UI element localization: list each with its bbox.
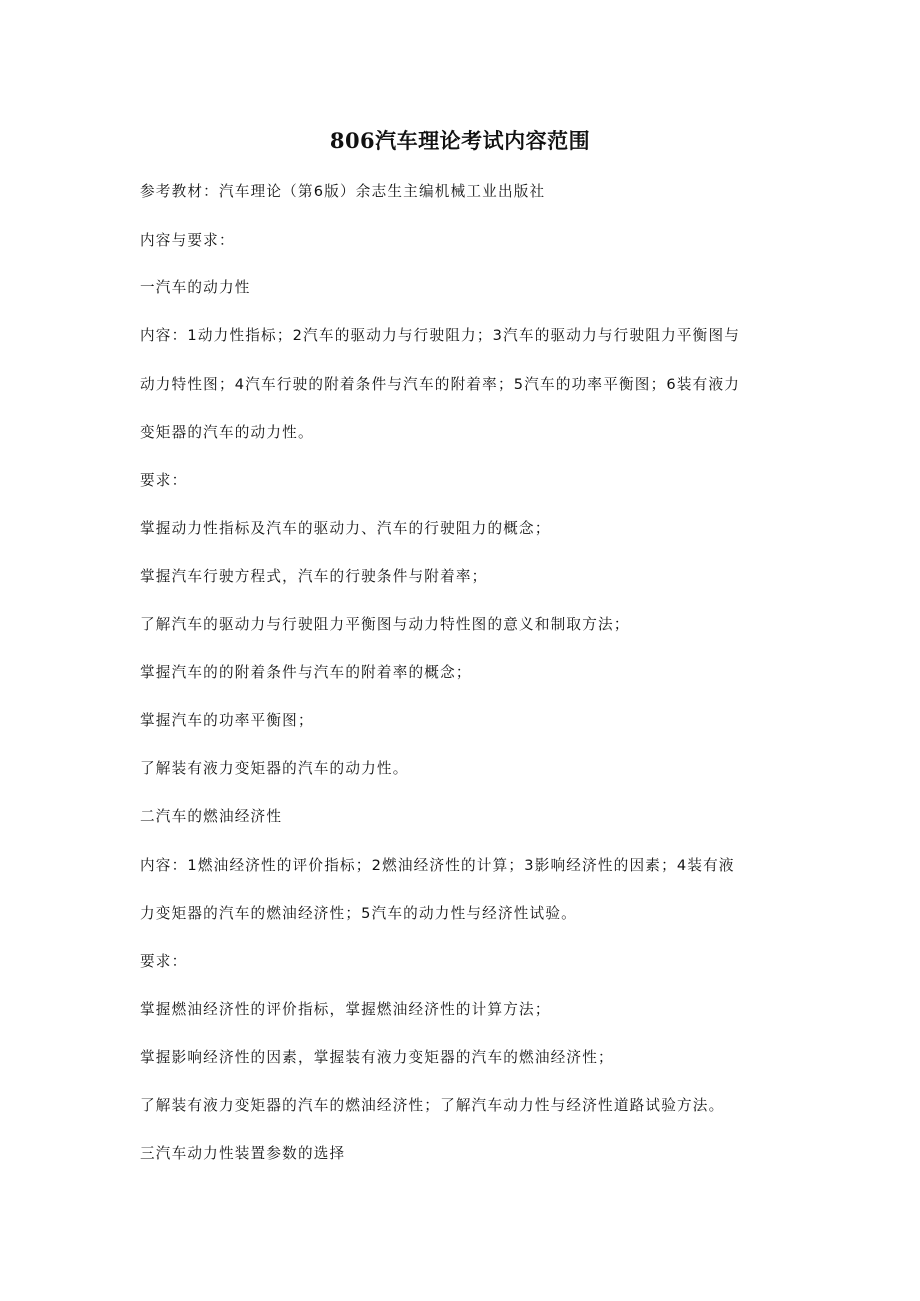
requirement-item: 掌握汽车行驶方程式，汽车的行驶条件与附着率；: [140, 568, 488, 585]
content-requirements-heading: 内容与要求：: [140, 232, 235, 249]
section-heading-2: 二汽车的燃油经济性: [140, 808, 283, 825]
requirement-item: 了解汽车的驱动力与行驶阻力平衡图与动力特性图的意义和制取方法；: [140, 616, 630, 633]
requirement-item: 掌握影响经济性的因素，掌握装有液力变矩器的汽车的燃油经济性；: [140, 1049, 614, 1066]
paragraph-line: 内容：1燃油经济性的评价指标；2燃油经济性的计算；3影响经济性的因素；4装有液: [140, 857, 735, 874]
paragraph-line: 内容：1动力性指标；2汽车的驱动力与行驶阻力；3汽车的驱动力与行驶阻力平衡图与: [140, 327, 741, 344]
requirements-label: 要求：: [140, 953, 188, 970]
requirement-item: 掌握动力性指标及汽车的驱动力、汽车的行驶阻力的概念；: [140, 520, 551, 537]
requirement-item: 了解装有液力变矩器的汽车的动力性。: [140, 760, 409, 777]
reference-textbook: 参考教材：汽车理论（第6版）余志生主编机械工业出版社: [140, 183, 546, 200]
requirement-item: 掌握汽车的的附着条件与汽车的附着率的概念；: [140, 664, 472, 681]
document-title: 806汽车理论考试内容范围: [329, 128, 591, 153]
requirement-item: 了解装有液力变矩器的汽车的燃油经济性；了解汽车动力性与经济性道路试验方法。: [140, 1097, 725, 1114]
requirements-label: 要求：: [140, 472, 188, 489]
paragraph-line: 动力特性图；4汽车行驶的附着条件与汽车的附着率；5汽车的功率平衡图；6装有液力: [140, 376, 741, 393]
section-heading-3: 三汽车动力性装置参数的选择: [140, 1145, 346, 1162]
requirement-item: 掌握汽车的功率平衡图；: [140, 712, 314, 729]
section-heading-1: 一汽车的动力性: [140, 279, 251, 296]
paragraph-line: 变矩器的汽车的动力性。: [140, 424, 314, 441]
requirement-item: 掌握燃油经济性的评价指标，掌握燃油经济性的计算方法；: [140, 1001, 551, 1018]
paragraph-line: 力变矩器的汽车的燃油经济性；5汽车的动力性与经济性试验。: [140, 905, 577, 922]
